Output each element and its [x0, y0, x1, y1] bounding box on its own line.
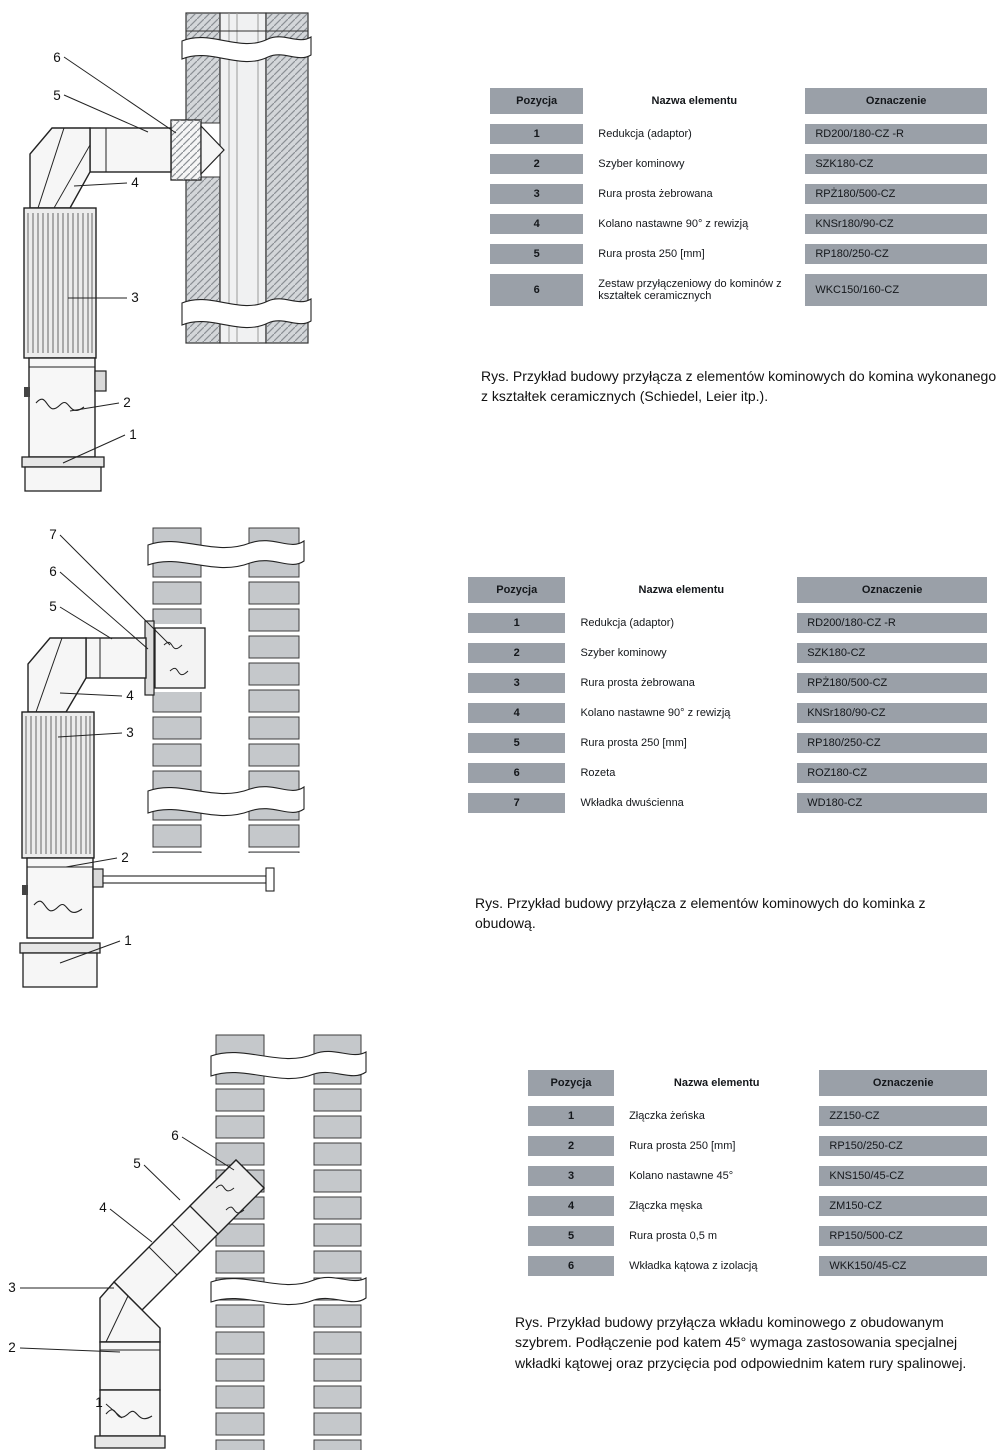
- designation-cell: RP150/250-CZ: [819, 1136, 987, 1156]
- female-connector-part: [95, 1390, 165, 1448]
- designation-cell: SZK180-CZ: [805, 154, 987, 174]
- table-row: [468, 703, 987, 723]
- callout-label: 2: [123, 395, 131, 410]
- element-name-header: Nazwa elementu: [586, 88, 802, 114]
- element-name-cell: Redukcja (adaptor): [586, 124, 802, 144]
- element-name-cell: Kolano nastawne 90° z rewizją: [568, 703, 794, 723]
- position-cell: 1: [468, 613, 565, 633]
- callout-label: 7: [49, 527, 57, 542]
- table-row: [528, 1166, 987, 1186]
- designation-header: Oznaczenie: [805, 88, 987, 114]
- callout-label: 4: [131, 175, 139, 190]
- callout-label: 5: [53, 88, 61, 103]
- straight-pipe-250-part: [100, 1342, 160, 1390]
- designation-cell: WKK150/45-CZ: [819, 1256, 987, 1276]
- callout-label: 6: [53, 50, 61, 65]
- element-name-cell: Złączka męska: [617, 1196, 816, 1216]
- position-header: Pozycja: [528, 1070, 614, 1096]
- elbow-90-part: [28, 638, 86, 712]
- position-cell: 2: [528, 1136, 614, 1156]
- designation-cell: WD180-CZ: [797, 793, 987, 813]
- element-name-cell: Kolano nastawne 90° z rewizją: [586, 214, 802, 234]
- table-row: [468, 793, 987, 813]
- element-name-header: Nazwa elementu: [617, 1070, 816, 1096]
- diagram-enclosed-fireplace: [8, 525, 348, 1005]
- element-name-cell: Rozeta: [568, 763, 794, 783]
- designation-cell: RP150/500-CZ: [819, 1226, 987, 1246]
- position-cell: 5: [468, 733, 565, 753]
- callout-label: 3: [131, 290, 139, 305]
- designation-header: Oznaczenie: [797, 577, 987, 603]
- element-name-cell: Rura prosta 250 [mm]: [617, 1136, 816, 1156]
- position-cell: 1: [528, 1106, 614, 1126]
- position-cell: 4: [528, 1196, 614, 1216]
- chimney-shaft-bricks: [211, 1034, 366, 1450]
- designation-cell: RP180/250-CZ: [805, 244, 987, 264]
- position-cell: 3: [528, 1166, 614, 1186]
- ribbed-pipe-part: [24, 208, 96, 358]
- position-cell: 2: [490, 154, 583, 174]
- position-cell: 1: [490, 124, 583, 144]
- designation-cell: SZK180-CZ: [797, 643, 987, 663]
- designation-cell: ROZ180-CZ: [797, 763, 987, 783]
- diagram-ceramic-chimney: [8, 5, 348, 495]
- reduction-adaptor-part: [20, 943, 100, 987]
- parts-table-ceramic: [487, 78, 990, 316]
- position-cell: 5: [528, 1226, 614, 1246]
- table-row: [528, 1226, 987, 1246]
- callout-label: 5: [133, 1156, 141, 1171]
- table-row: [490, 154, 987, 174]
- callout-label: 2: [121, 850, 129, 865]
- callout-label: 1: [129, 427, 137, 442]
- designation-cell: ZM150-CZ: [819, 1196, 987, 1216]
- element-name-header: Nazwa elementu: [568, 577, 794, 603]
- position-cell: 5: [490, 244, 583, 264]
- reduction-adaptor-part: [22, 457, 104, 491]
- header-row: [490, 88, 987, 114]
- diagram-45-degree: [0, 1030, 380, 1454]
- element-name-cell: Rura prosta żebrowana: [568, 673, 794, 693]
- position-cell: 7: [468, 793, 565, 813]
- callout-label: 3: [126, 725, 134, 740]
- callout-label: 4: [99, 1200, 107, 1215]
- element-name-cell: Złączka żeńska: [617, 1106, 816, 1126]
- figure-caption: Rys. Przykład budowy przyłącza z elementów kominowych do kominka z obudową.: [475, 895, 926, 932]
- table-row: [468, 643, 987, 663]
- table-row: [490, 244, 987, 264]
- table-row: [528, 1136, 987, 1156]
- callout-label: 6: [171, 1128, 179, 1143]
- element-name-cell: Szyber kominowy: [586, 154, 802, 174]
- designation-cell: KNSr180/90-CZ: [805, 214, 987, 234]
- figure-caption: Rys. Przykład budowy przyłącza z elementów kominowych do komina wykonanego z kształtek ceramicznych (Schiedel, Leier itp.).: [481, 368, 997, 405]
- element-name-cell: Rura prosta 250 [mm]: [586, 244, 802, 264]
- element-name-cell: Rura prosta 250 [mm]: [568, 733, 794, 753]
- callout-label: 1: [95, 1395, 103, 1410]
- straight-pipe-250-part: [86, 638, 146, 678]
- parts-table-fireplace: [465, 567, 990, 823]
- ribbed-pipe-part: [22, 712, 94, 858]
- position-cell: 3: [468, 673, 565, 693]
- element-name-cell: Wkładka kątowa z izolacją: [617, 1256, 816, 1276]
- table-row: [528, 1256, 987, 1276]
- callout-label: 6: [49, 564, 57, 579]
- element-name-cell: Kolano nastawne 45°: [617, 1166, 816, 1186]
- position-cell: 6: [468, 763, 565, 783]
- position-header: Pozycja: [490, 88, 583, 114]
- table-row: [468, 613, 987, 633]
- position-cell: 3: [490, 184, 583, 204]
- damper-rod: [103, 868, 274, 891]
- designation-cell: KNSr180/90-CZ: [797, 703, 987, 723]
- figure-caption: Rys. Przykład budowy przyłącza wkładu kominowego z obudowanym szybrem. Podłączenie pod katem 45° wymaga zastosowania specjalnej wkładki kątowej oraz przycięcia pod odpowiednim katem rury spalinowej.: [515, 1314, 967, 1371]
- table-row: [490, 274, 987, 306]
- element-name-cell: Wkładka dwuścienna: [568, 793, 794, 813]
- header-row: [468, 577, 987, 603]
- table-row: [490, 124, 987, 144]
- position-header: Pozycja: [468, 577, 565, 603]
- designation-header: Oznaczenie: [819, 1070, 987, 1096]
- element-name-cell: Rura prosta 0,5 m: [617, 1226, 816, 1246]
- parts-table-45-degree: [525, 1060, 990, 1286]
- designation-cell: RPŻ180/500-CZ: [805, 184, 987, 204]
- straight-pipe-250-part: [90, 128, 171, 172]
- position-cell: 4: [468, 703, 565, 723]
- table-row: [468, 673, 987, 693]
- elbow-90-part: [30, 128, 90, 208]
- double-wall-insert-part: [148, 624, 206, 692]
- position-cell: 4: [490, 214, 583, 234]
- connection-kit-part: [171, 120, 224, 180]
- position-cell: 6: [528, 1256, 614, 1276]
- callout-label: 3: [8, 1280, 16, 1295]
- header-row: [528, 1070, 987, 1096]
- element-name-cell: Redukcja (adaptor): [568, 613, 794, 633]
- position-cell: 2: [468, 643, 565, 663]
- callout-label: 2: [8, 1340, 16, 1355]
- table-row: [490, 214, 987, 234]
- element-name-cell: Rura prosta żebrowana: [586, 184, 802, 204]
- table-row: [490, 184, 987, 204]
- table-row: [468, 763, 987, 783]
- callout-label: 5: [49, 599, 57, 614]
- designation-cell: RD200/180-CZ -R: [805, 124, 987, 144]
- designation-cell: RP180/250-CZ: [797, 733, 987, 753]
- designation-cell: RPŻ180/500-CZ: [797, 673, 987, 693]
- element-name-cell: Zestaw przyłączeniowy do kominów z kształtek ceramicznych: [586, 274, 802, 306]
- table-row: [468, 733, 987, 753]
- table-row: [528, 1196, 987, 1216]
- flue-damper-part: [22, 858, 274, 938]
- designation-cell: WKC150/160-CZ: [805, 274, 987, 306]
- position-cell: 6: [490, 274, 583, 306]
- element-name-cell: Szyber kominowy: [568, 643, 794, 663]
- designation-cell: RD200/180-CZ -R: [797, 613, 987, 633]
- table-row: [528, 1106, 987, 1126]
- designation-cell: KNS150/45-CZ: [819, 1166, 987, 1186]
- designation-cell: ZZ150-CZ: [819, 1106, 987, 1126]
- callout-label: 4: [126, 688, 134, 703]
- callout-label: 1: [124, 933, 132, 948]
